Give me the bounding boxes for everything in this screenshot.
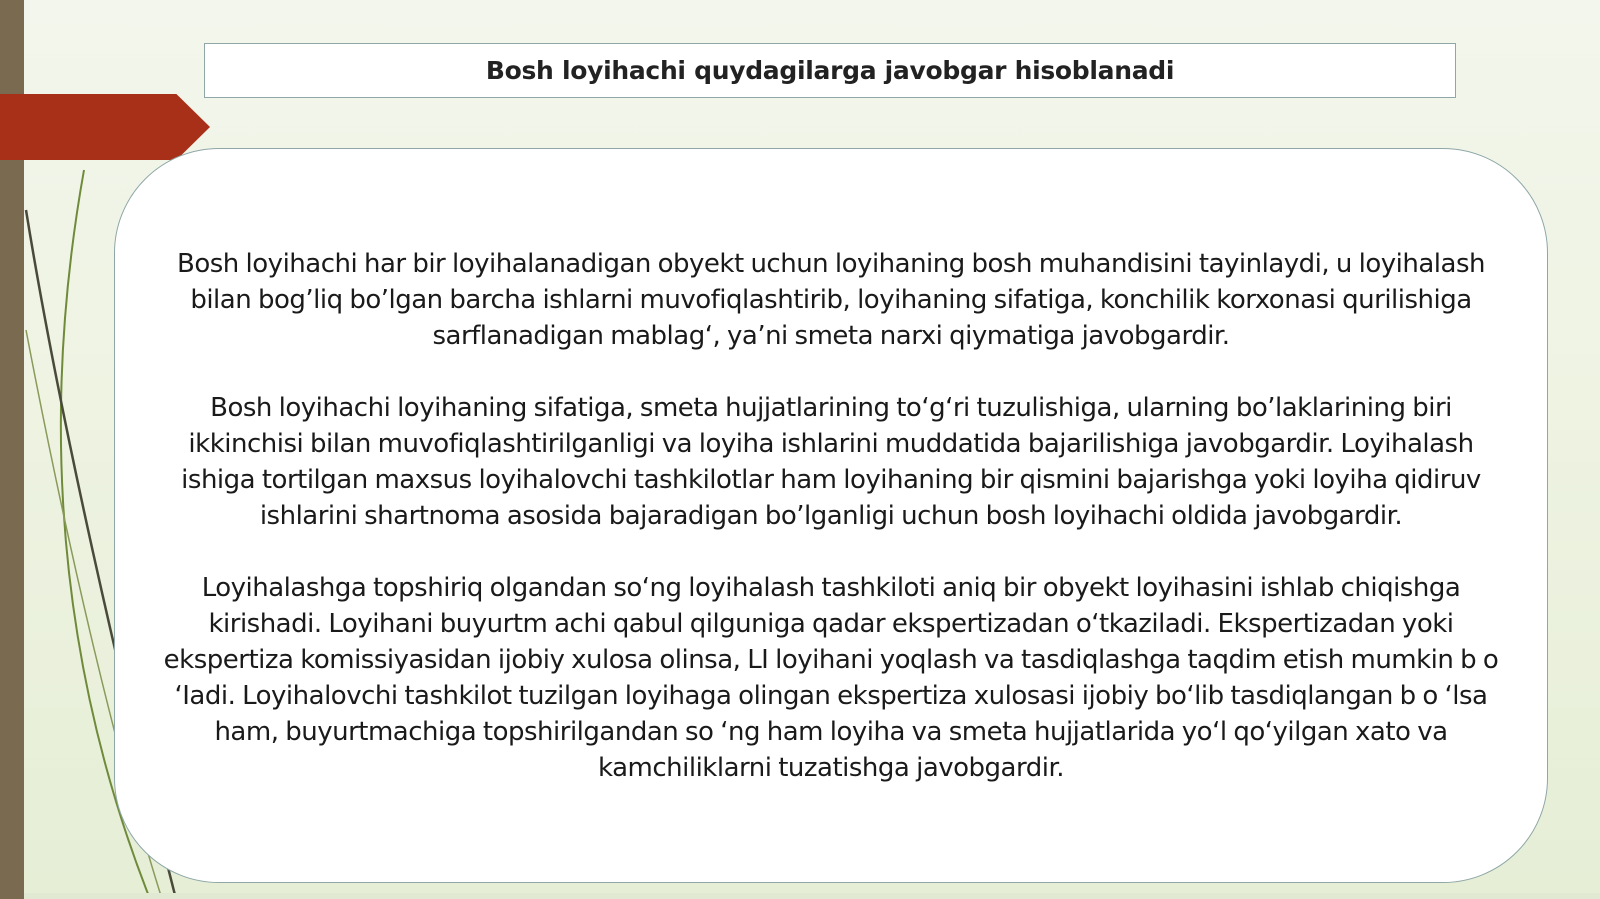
slide-title: Bosh loyihachi quydagilarga javobgar hisoblanadi — [485, 56, 1175, 85]
paragraph-1: Bosh loyihachi har bir loyihalanadigan obyekt uchun loyihaning bosh muhandisini tayinlaydi, u loyihalash bilan bog’liq bo’lgan barcha ishlarni muvofiqlashtirib, loyihaning sifatiga, konchilik korxonasi qurilishiga sarflanadigan mablag‘, ya’ni smeta narxi qiymatiga javobgardir. — [177, 248, 1485, 351]
paragraph-2: Bosh loyihachi loyihaning sifatiga, smeta hujjatlarining to‘g‘ri tuzulishiga, ularning bo’laklarining biri ikkinchisi bilan muvofiqlashtirilganligi va loyiha ishlarini muddatida bajarilishiga javobgardir. Loyihalash ishiga tortilgan maxsus loyihalovchi tashkilotlar ham loyihaning bir qismini bajarishga yoki loyiha qidiruv ishlarini shartnoma asosida bajaradigan bo’lganligi uchun bosh loyihachi oldida javobgardir. — [181, 392, 1481, 531]
title-box — [204, 43, 1456, 98]
red-arrow-accent — [0, 94, 210, 160]
content-box — [114, 148, 1548, 883]
bottom-strip — [24, 893, 1600, 899]
paragraph-3: Loyihalashga topshiriq olgandan so‘ng loyihalash tashkiloti aniq bir obyekt loyihasini ishlab chiqishga kirishadi. Loyihani buyurtm achi qabul qilguniga qadar ekspertizadan o‘tkaziladi. Ekspertizadan yoki ekspertiza komissiyasidan ijobiy xulosa olinsa, LI loyihani yoqlash va tasdiqlashga taqdim etish mumkin b o ‘Iadi. Loyihalovchi tashkilot tuzilgan loyihaga olingan ekspertiza xulosasi ijobiy bo‘lib tasdiqlangan b o ‘lsa ham, buyurtmachiga topshirilgandan so ‘ng ham loyiha va smeta hujjatlarida yo‘l qo‘yilgan xato va kamchiliklarni tuzatishga javobgardir. — [163, 572, 1499, 783]
